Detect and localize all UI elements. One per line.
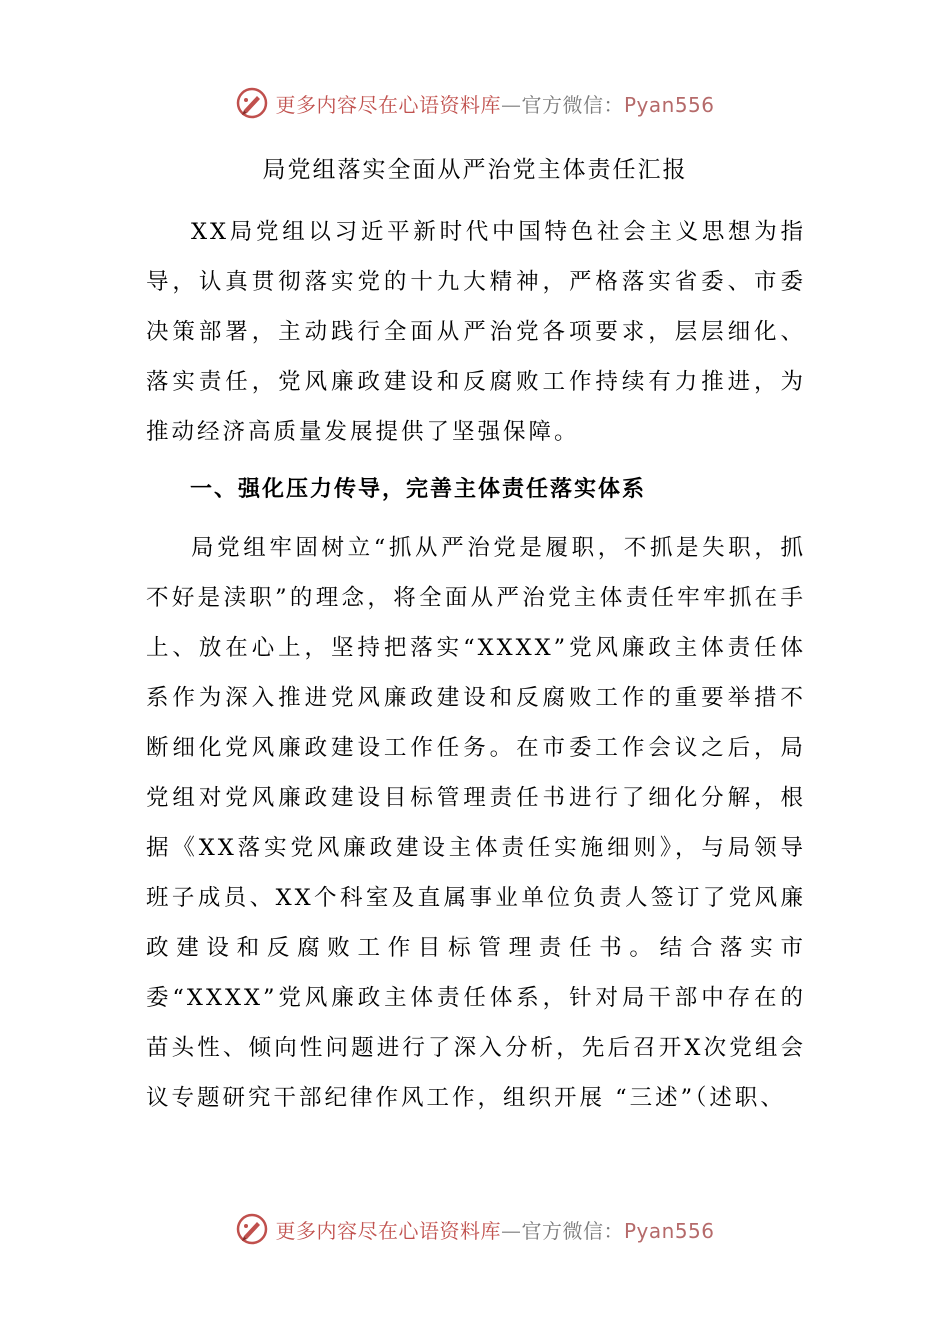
banner-label: 官方微信：: [521, 1218, 624, 1243]
banner-dash: —: [500, 1218, 522, 1243]
banner-text: [275, 1215, 714, 1244]
banner-wechat-id: Pyan556: [623, 1218, 715, 1243]
section-1-paragraph: 局党组牢固树立“抓从严治党是履职，不抓是失职，抓不好是渎职”的理念，将全面从严治党主体责任牢牢抓在手上、放在心上，坚持把落实“XXXX”党风廉政主体责任体系作为深入推进党风廉政建设和反腐败工作的重要举措不断细化党风廉政建设工作任务。在市委工作会议之后，局党组对党风廉政建设目标管理责任书进行了细化分解，根据《XX落实党风廉政建设主体责任实施细则》，与局领导班子成员、XX个科室及直属事业单位负责人签订了党风廉政建设和反腐败工作目标管理责任书。结合落实市委“XXXX”党风廉政主体责任体系，针对局干部中存在的苗头性、倾向性问题进行了深入分析，先后召开X次党组会议专题研究干部纪律作风工作，组织开展 “三述”（述职、: [146, 535, 806, 1111]
banner-main-text: 更多内容尽在心语资料库: [275, 1218, 501, 1243]
banner-wechat-id: Pyan556: [623, 92, 715, 117]
logo-icon: [235, 86, 269, 120]
header-banner: [0, 83, 950, 123]
section-1-heading: 一、强化压力传导，完善主体责任落实体系: [190, 477, 647, 502]
logo-icon: [235, 1212, 269, 1246]
banner-label: 官方微信：: [521, 92, 624, 117]
footer-banner: [0, 1209, 950, 1249]
banner-dash: —: [500, 92, 522, 117]
document-body: [146, 207, 806, 1123]
banner-main-text: 更多内容尽在心语资料库: [275, 92, 501, 117]
document-title: 局党组落实全面从严治党主体责任汇报: [262, 157, 688, 183]
intro-paragraph: XX局党组以习近平新时代中国特色社会主义思想为指导，认真贯彻落实党的十九大精神，严格落实省委、市委决策部署，主动践行全面从严治党各项要求，层层细化、落实责任，党风廉政建设和反腐败工作持续有力推进，为推动经济高质量发展提供了坚强保障。: [146, 219, 806, 445]
banner-text: [275, 89, 714, 118]
